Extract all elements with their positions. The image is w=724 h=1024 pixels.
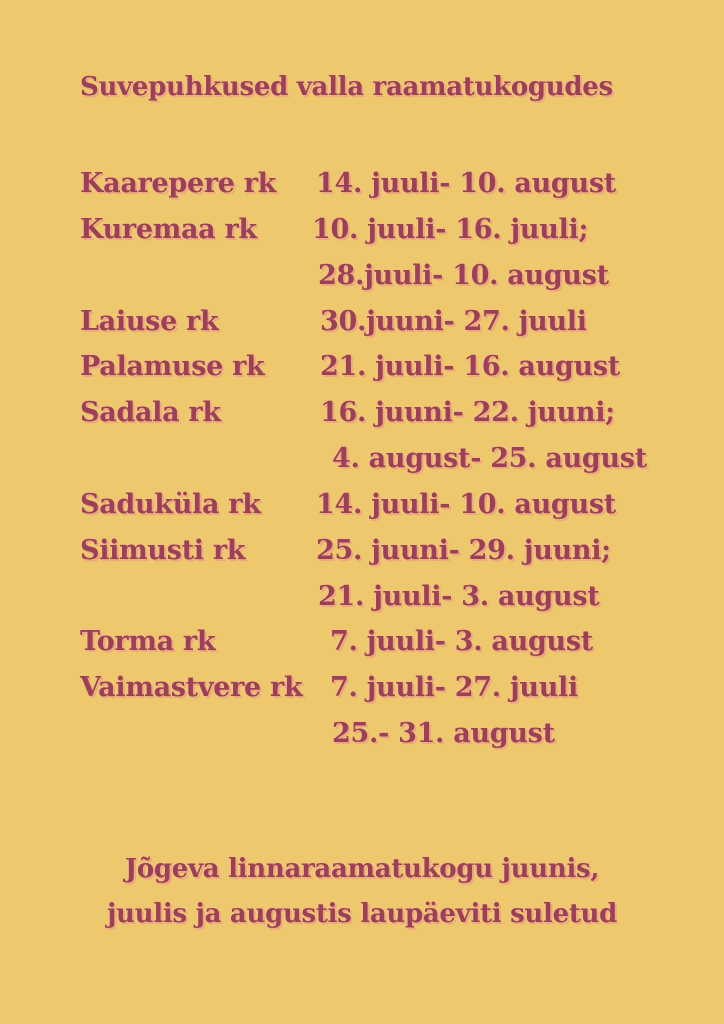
closure-dates: 7. juuli- 27. juuli (330, 672, 578, 703)
closure-dates: 16. juuni- 22. juuni; (320, 397, 615, 428)
closure-dates: 4. august- 25. august (332, 443, 647, 474)
closure-dates: 21. juuli- 16. august (320, 351, 620, 382)
closure-dates: 10. juuli- 16. juuli; (312, 214, 589, 245)
library-name: Laiuse rk (80, 306, 219, 337)
closure-dates: 28.juuli- 10. august (318, 260, 609, 291)
library-name: Kuremaa rk (80, 214, 257, 245)
library-name: Kaarepere rk (80, 168, 277, 199)
footer-note-line-2: juulis ja augustis laupäeviti suletud (106, 899, 618, 929)
closure-dates: 25. juuni- 29. juuni; (316, 535, 611, 566)
page-title: Suvepuhkused valla raamatukogudes (80, 72, 613, 102)
closure-dates: 14. juuli- 10. august (316, 168, 616, 199)
closure-dates: 7. juuli- 3. august (330, 626, 593, 657)
library-name: Saduküla rk (80, 489, 261, 520)
library-name: Sadala rk (80, 397, 221, 428)
library-name: Vaimastvere rk (80, 672, 303, 703)
closure-dates: 25.- 31. august (332, 718, 555, 749)
closure-dates: 30.juuni- 27. juuli (320, 306, 587, 337)
library-name: Torma rk (80, 626, 216, 657)
library-name: Palamuse rk (80, 351, 265, 382)
closure-dates: 14. juuli- 10. august (316, 489, 616, 520)
library-name: Siimusti rk (80, 535, 246, 566)
closure-dates: 21. juuli- 3. august (318, 581, 600, 612)
footer-note-line-1: Jõgeva linnaraamatukogu juunis, (124, 854, 600, 884)
